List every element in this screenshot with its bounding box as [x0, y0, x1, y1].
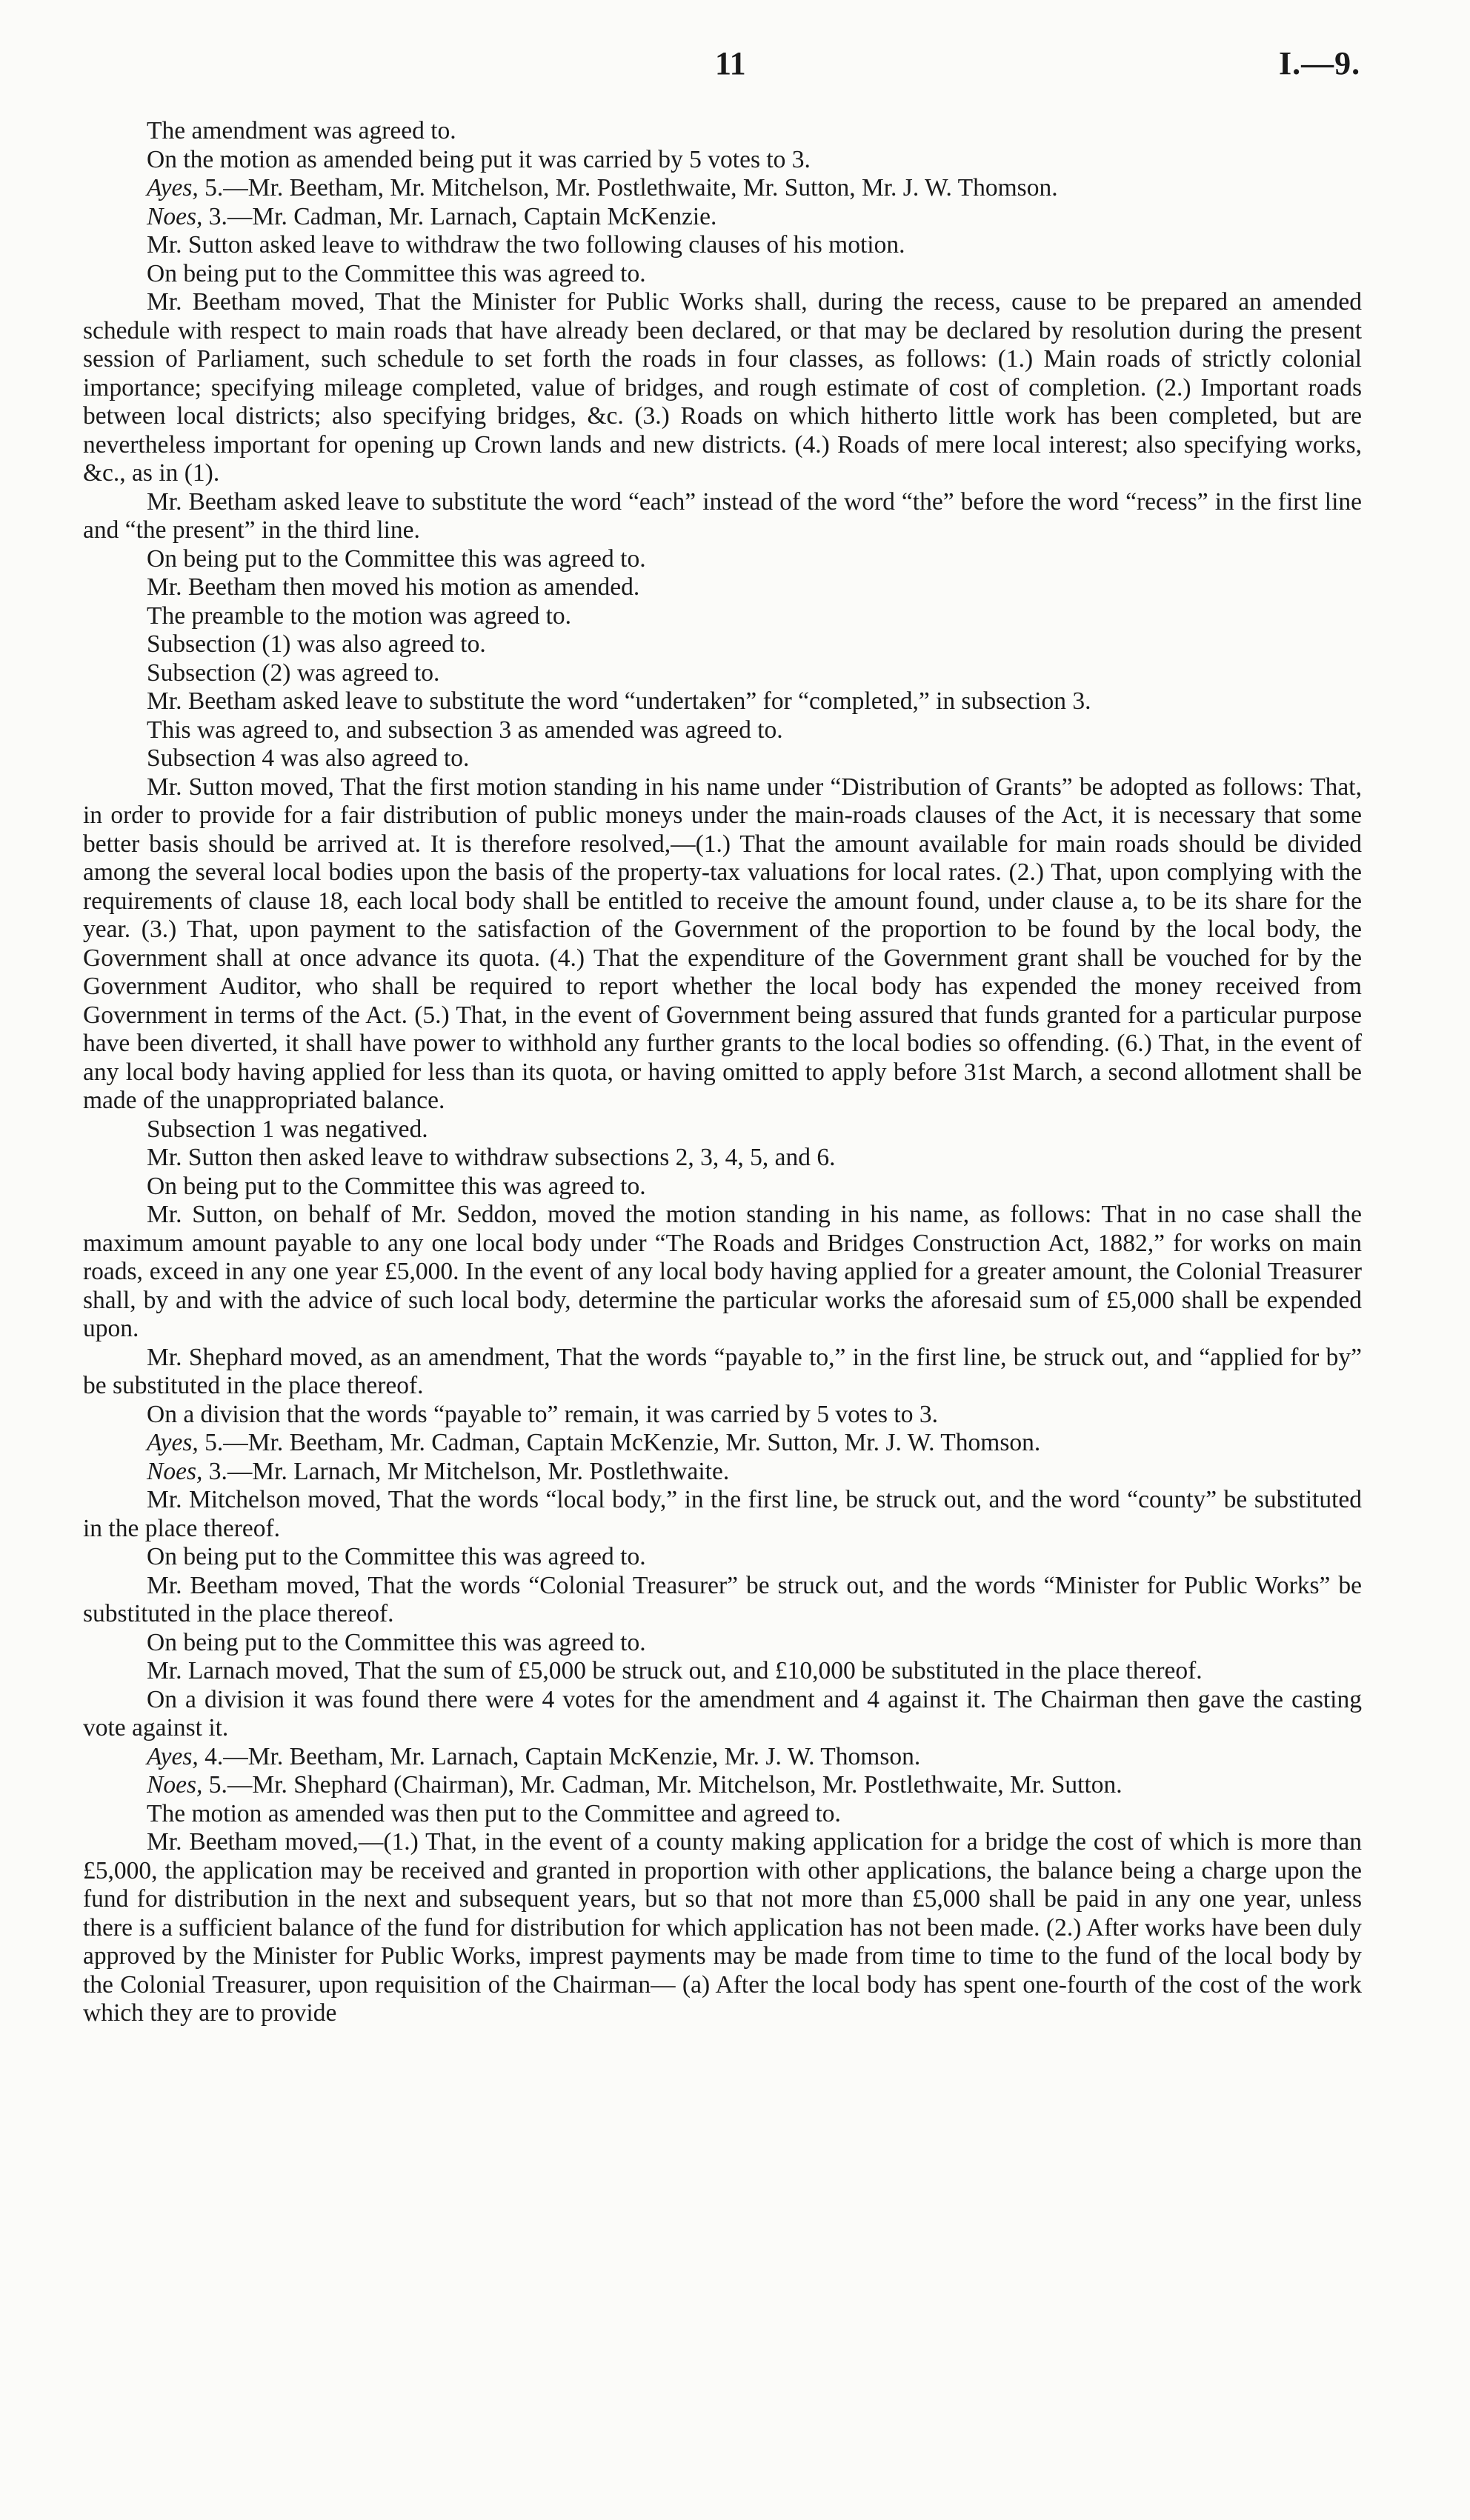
paragraph: On being put to the Committee this was agreed to.: [147, 1628, 646, 1656]
noes-vote-paragraph: Noes, 3.—Mr. Larnach, Mr Mitchelson, Mr. Postlethwaite.: [147, 1457, 730, 1485]
paragraph: Mr. Shephard moved, as an amendment, That the words “payable to,” in the first line, be struck out, and “applied for by” be substituted in the place thereof.: [83, 1343, 1362, 1399]
paragraph: Mr. Sutton moved, That the first motion standing in his name under “Distribution of Grants” be adopted as follows: That, in order to provide for a fair distribution of public moneys under the main-roads clauses of the Act, it is necessary that some better basis should be arrived at. It is therefore resolved,—(1.) That the amount available for main roads should be divided among the several local bodies upon the basis of the property-tax valuations for local rates. (2.) That, upon complying with the requirements of clause 18, each local body shall be entitled to receive the amount found, under clause a, to be its share for the year. (3.) That, upon payment to the satisfaction of the Government of the proportion to be found by the local body, the Government shall at once advance its quota. (4.) That the expenditure of the Government grant shall be vouched for by the Government Auditor, who shall be required to report whether the local body has expended the money received from Government in terms of the Act. (5.) That, in the event of Government being assured that funds granted for a particular purpose have been diverted, it shall have power to withhold any further grants to the local bodies so offending. (6.) That, in the event of any local body having applied for less than its quota, or having omitted to apply before 31st March, a second allotment shall be made of the unappropriated balance.: [83, 773, 1362, 1114]
paragraph: The preamble to the motion was agreed to.: [147, 601, 572, 630]
paragraph: Mr. Beetham moved,—(1.) That, in the event of a county making application for a bridge the cost of which is more than £5,000, the application may be received and granted in proportion with other applications, the balance being a charge upon the fund for distribution in the next and subsequent years, but so that not more than £5,000 shall be paid in any one year, unless there is a sufficient balance of the fund for distribution for which application has not been made. (2.) After works have been duly approved by the Minister for Public Works, imprest payments may be made from time to time to the fund of the local body by the Colonial Treasurer, upon requisition of the Chairman— (a) After the local body has spent one-fourth of the cost of the work which they are to provide: [83, 1828, 1362, 2027]
paragraph: Mr. Beetham then moved his motion as amended.: [147, 573, 640, 601]
paragraph: Mr. Beetham asked leave to substitute the word “each” instead of the word “the” before the word “recess” in the first line and “the present” in the third line.: [83, 487, 1362, 544]
ayes-vote-paragraph: Ayes, 4.—Mr. Beetham, Mr. Larnach, Captain McKenzie, Mr. J. W. Thomson.: [147, 1742, 921, 1770]
paragraph: Mr. Beetham asked leave to substitute the word “undertaken” for “completed,” in subsection 3.: [147, 687, 1091, 715]
paragraph: The motion as amended was then put to the Committee and agreed to.: [147, 1799, 841, 1827]
paragraph: The amendment was agreed to.: [147, 117, 456, 144]
paragraph: This was agreed to, and subsection 3 as amended was agreed to.: [147, 716, 783, 744]
paragraph: Mr. Sutton, on behalf of Mr. Seddon, moved the motion standing in his name, as follows: That in no case shall the maximum amount payable to any one local body under “The Roads and Bridges Construction Act, 1882,” for works on main roads, exceed in any one year £5,000. In the event of any local body having applied for a greater amount, the Colonial Treasurer shall, by and with the advice of such local body, determine the particular works the aforesaid sum of £5,000 shall be expended upon.: [83, 1201, 1362, 1342]
paragraph: Subsection (2) was agreed to.: [147, 659, 440, 687]
paragraph: Mr. Larnach moved, That the sum of £5,000 be struck out, and £10,000 be substituted in the place thereof.: [147, 1657, 1203, 1684]
ayes-vote-paragraph: Ayes, 5.—Mr. Beetham, Mr. Cadman, Captain McKenzie, Mr. Sutton, Mr. J. W. Thomson.: [147, 1429, 1041, 1456]
page-header: [0, 39, 1470, 90]
ayes-vote-paragraph: Ayes, 5.—Mr. Beetham, Mr. Mitchelson, Mr. Postlethwaite, Mr. Sutton, Mr. J. W. Thomson.: [147, 174, 1058, 201]
paragraph: On a division it was found there were 4 votes for the amendment and 4 against it. The Chairman then gave the casting vote against it.: [83, 1685, 1362, 1741]
noes-vote-paragraph: Noes, 5.—Mr. Shephard (Chairman), Mr. Cadman, Mr. Mitchelson, Mr. Postlethwaite, Mr. Sutton.: [147, 1771, 1123, 1799]
document-body: [83, 117, 1362, 2028]
paragraph: Mr. Sutton asked leave to withdraw the two following clauses of his motion.: [147, 231, 905, 259]
paragraph: Mr. Sutton then asked leave to withdraw subsections 2, 3, 4, 5, and 6.: [147, 1144, 836, 1171]
paragraph: On being put to the Committee this was agreed to.: [147, 1172, 646, 1200]
paragraph: Subsection (1) was also agreed to.: [147, 630, 486, 658]
noes-vote-paragraph: Noes, 3.—Mr. Cadman, Mr. Larnach, Captain McKenzie.: [147, 202, 717, 230]
paragraph: On being put to the Committee this was agreed to.: [147, 544, 646, 573]
paragraph: Mr. Beetham moved, That the Minister for Public Works shall, during the recess, cause to be prepared an amended schedule with respect to main roads that have already been declared, or that may be declared by resolution during the present session of Parliament, such schedule to set forth the roads in four classes, as follows: (1.) Main roads of strictly colonial importance; specifying mileage completed, value of bridges, and rough estimate of cost of completion. (2.) Important roads between local districts; also specifying bridges, &c. (3.) Roads on which hitherto little work has been completed, but are nevertheless important for opening up Crown lands and new districts. (4.) Roads of mere local interest; also specifying works, &c., as in (1).: [83, 288, 1362, 487]
paragraph: Subsection 1 was negatived.: [147, 1115, 428, 1143]
paragraph: On the motion as amended being put it was carried by 5 votes to 3.: [147, 145, 811, 173]
paragraph: Mr. Mitchelson moved, That the words “local body,” in the first line, be struck out, and the word “county” be substituted in the place thereof.: [83, 1486, 1362, 1542]
paragraph: On being put to the Committee this was agreed to.: [147, 259, 646, 287]
paper-reference: I.—9.: [1279, 45, 1361, 81]
page-number: 11: [715, 45, 746, 81]
paragraph: Mr. Beetham moved, That the words “Colonial Treasurer” be struck out, and the words “Minister for Public Works” be substituted in the place thereof.: [83, 1571, 1362, 1627]
paragraph: On being put to the Committee this was agreed to.: [147, 1543, 646, 1570]
paragraph: Subsection 4 was also agreed to.: [147, 744, 470, 772]
paragraph: On a division that the words “payable to” remain, it was carried by 5 votes to 3.: [147, 1400, 938, 1428]
